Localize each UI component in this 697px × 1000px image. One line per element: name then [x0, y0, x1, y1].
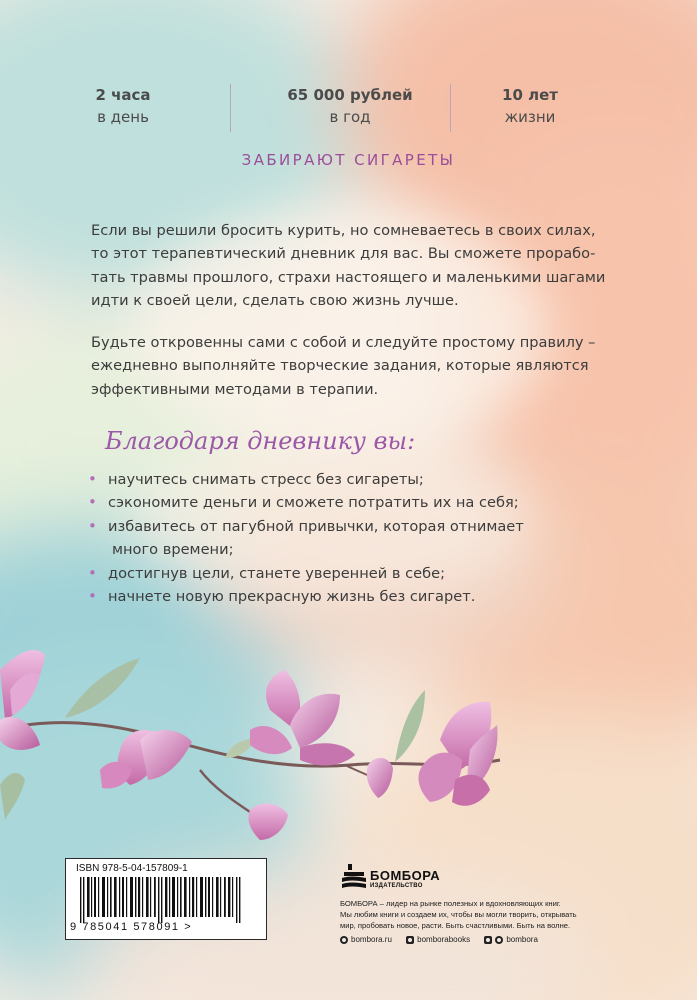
paragraph-line: ежедневно выполняйте творческие задания, которые являются [91, 357, 589, 375]
publisher-name: БОМБОРА [370, 868, 441, 883]
paragraph-line: тать травмы прошлого, страхи настоящего и маленькими шагами [91, 268, 606, 286]
list-item [88, 585, 588, 608]
list-item-continuation: много времени; [112, 541, 234, 559]
stat-years [475, 84, 585, 128]
list-item-text: избавитесь от пагубной привычки, которая отнимает [108, 517, 524, 535]
social-links [340, 935, 550, 946]
bullet-icon: • [88, 587, 97, 606]
bullet-icon: • [88, 470, 97, 488]
rule-paragraph [91, 331, 611, 401]
bombora-logo-icon [340, 862, 368, 890]
bullet-icon: • [88, 493, 97, 512]
magnolia-flower-right [418, 702, 497, 806]
stat-value: 10 лет [502, 86, 558, 104]
isbn-barcode-box [65, 858, 267, 940]
description-line: мир, пробовать новое, расти. Быть счастливыми. Быть на волне. [340, 920, 571, 930]
telegram-icon [495, 936, 503, 944]
list-item-text: начнете новую прекрасную жизнь без сигарет. [108, 588, 476, 606]
barcode [80, 877, 248, 923]
headline: ЗАБИРАЮТ СИГАРЕТЫ [241, 151, 456, 169]
magnolia-bud [367, 758, 393, 798]
list-item-text: научитесь снимать стресс без сигареты; [108, 471, 424, 488]
stat-hours [68, 84, 178, 128]
social-label: bomborabooks [417, 935, 471, 944]
stats-row [60, 84, 640, 134]
list-item [88, 468, 588, 491]
stat-caption: в год [329, 108, 371, 126]
vk-icon [406, 936, 414, 944]
magnolia-branch-illustration [0, 630, 697, 850]
list-item-text: сэкономите деньги и сможете потратить их на себя; [108, 494, 519, 512]
list-item [88, 491, 588, 514]
youtube-icon [484, 936, 492, 944]
magnolia-flower-center-left [100, 730, 192, 788]
publisher-description [340, 899, 640, 931]
isbn-number: ISBN 978-5-04-157809-1 [76, 863, 188, 874]
stat-divider [230, 84, 231, 132]
paragraph-line: то этот терапевтический дневник для вас. Вы сможете прорабо- [91, 245, 596, 263]
paragraph-line: эффективными методами в терапии. [91, 380, 379, 398]
stat-caption: в день [97, 108, 149, 126]
social-link-vk[interactable] [406, 935, 470, 944]
stat-value: 65 000 рублей [287, 86, 413, 104]
benefits-heading: Благодаря дневнику вы: [105, 427, 416, 455]
instagram-icon [340, 936, 348, 944]
bullet-icon: • [88, 563, 97, 582]
list-item [88, 515, 588, 562]
paragraph-line: идти к своей цели, сделать свою жизнь лучше. [91, 292, 459, 310]
stat-divider [450, 84, 451, 132]
stat-caption: жизни [504, 108, 556, 126]
stat-value: 2 часа [95, 86, 151, 104]
list-item [88, 562, 588, 585]
bullet-icon: • [88, 516, 97, 535]
social-label: bombora.ru [351, 935, 392, 944]
stat-money [250, 84, 450, 128]
magnolia-flower-center [250, 670, 355, 765]
paragraph-line: Будьте откровенны сами с собой и следуйте простому правилу – [91, 334, 596, 351]
publisher-subtitle: ИЗДАТЕЛЬСТВО [370, 883, 423, 889]
list-item-text: достигнув цели, станете уверенней в себе; [108, 564, 446, 582]
magnolia-bud [248, 804, 288, 840]
paragraph-line: Если вы решили бросить курить, но сомневаетесь в своих силах, [91, 222, 596, 239]
benefits-list [88, 468, 588, 608]
social-link-site[interactable] [340, 935, 392, 944]
social-label: bombora [506, 935, 538, 944]
intro-paragraph [91, 219, 611, 313]
description-line: Мы любим книги и создаем их, чтобы вы могли творить, открывать [340, 909, 577, 919]
social-link-youtube-telegram[interactable] [484, 935, 538, 944]
magnolia-flower-left [0, 650, 45, 750]
description-line: БОМБОРА – лидер на рынке полезных и вдохновляющих книг. [340, 899, 561, 908]
isbn-digits: 9 785041 578091 > [70, 921, 193, 933]
